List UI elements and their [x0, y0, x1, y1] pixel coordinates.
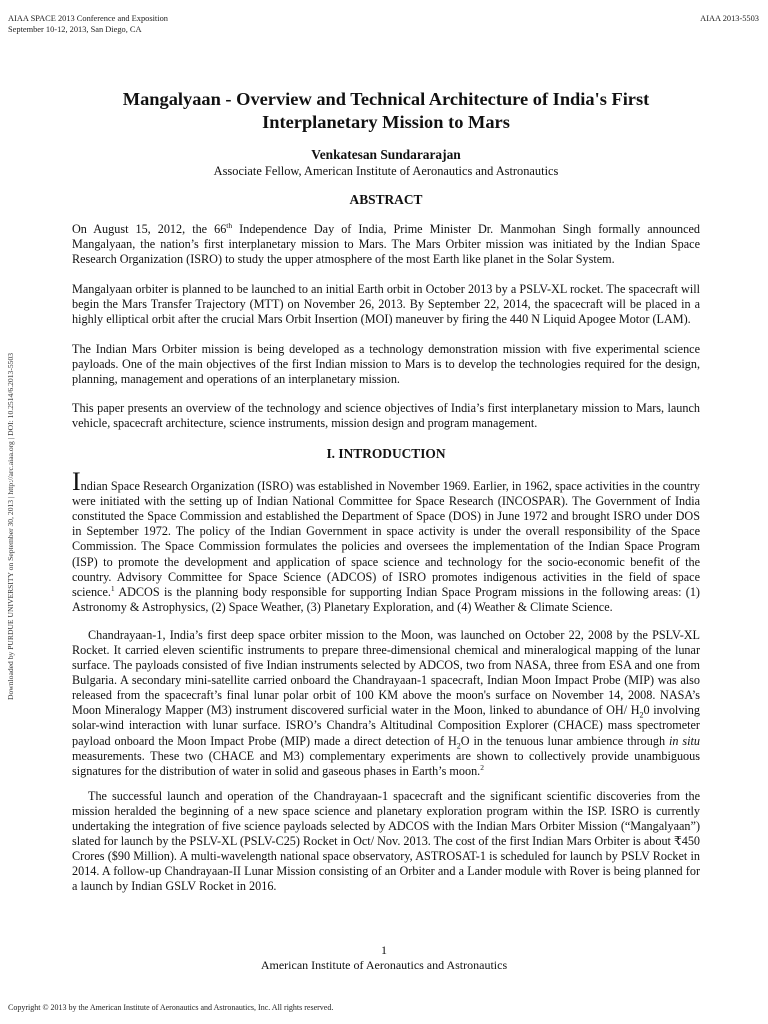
intro-paragraph-1	[72, 467, 700, 615]
subscript: 2	[456, 740, 461, 750]
download-watermark: Downloaded by PURDUE UNIVERSITY on September 30, 2013 | http://arc.aiaa.org | DOI: 10.2514/6.2013-5503	[6, 352, 15, 700]
intro-paragraph-2	[72, 628, 700, 779]
title-line-2: Interplanetary Mission to Mars	[262, 112, 510, 132]
text-run: Independence Day of India, Prime Minister Dr. Manmohan Singh formally announced Mangalyaan, the nation’s first interplanetary mission to Mars. The Mars Orbiter mission was initiated by the Indian Space Research Organization (ISRO) to study the upper atmosphere of the most Earth like planet in the Solar System.	[72, 222, 700, 267]
abstract-paragraph-1	[72, 222, 700, 267]
text-run: ndian Space Research Organization (ISRO) was established in November 1969. Earlier, in 1962, space activities in the country were initiated with the setting up of Indian National Committee for Space Research (INCOSPAR). The Government of India constituted the Space Commission and established the Department of Space (DOS) in June 1972 and brought ISRO under DOS in September 1972. The policy of the Indian Government in space activity is under the overall responsibility of the Space Commission. The Space Commission formulates the policies and oversees the implementation of the Indian Space Program (ISP) to promote the development and application of space science and technology for the socio-economic benefit of the country. Advisory Committee for Space Science (ADCOS) of ISRO promotes indigenous activities in the field of space science.	[72, 479, 700, 599]
subscript: 2	[639, 710, 644, 720]
author-name: Venkatesan Sundararajan	[311, 147, 461, 162]
italic-term: in situ	[668, 733, 700, 748]
text-run: measurements. These two (CHACE and M3) complementary experiments are shown to collectively provide unambiguous signatures for the distribution of water in solid and gaseous phases in Earth’s moon.	[72, 748, 700, 778]
drop-cap: I	[72, 467, 81, 497]
abstract-paragraph-3: The Indian Mars Orbiter mission is being developed as a technology demonstration mission with five experimental science payloads. One of the main objectives of the first Indian mission to Mars is to develop the technologies required for the design, planning, management and operations of an interplanetary mission.	[72, 341, 700, 386]
text-run: On August 15, 2012, the 66	[72, 222, 227, 236]
title-line-1: Mangalyaan - Overview and Technical Architecture of India's First	[122, 89, 650, 109]
conference-dates: September 10-12, 2013, San Diego, CA	[8, 25, 142, 34]
author-affiliation: Associate Fellow, American Institute of Aeronautics and Astronautics	[213, 164, 559, 178]
footnote-marker: 2	[480, 762, 484, 772]
paper-body	[72, 88, 700, 904]
text-run: 0 involving solar-wind interaction with lunar surface. ISRO’s Chandra’s Altitudinal Composition Explorer (CHACE) mass spectrometer payload onboard the Moon Impact Probe (MIP) made a direct detection of H	[72, 703, 700, 748]
abstract-heading: ABSTRACT	[349, 192, 423, 207]
text-run: O in the tenuous lunar ambience through	[460, 733, 669, 748]
footer-organization: American Institute of Aeronautics and Astronautics	[260, 958, 508, 972]
paper-title	[72, 88, 700, 134]
introduction-heading: I. INTRODUCTION	[326, 446, 446, 462]
abstract-paragraph-4: This paper presents an overview of the technology and science objectives of India’s first interplanetary mission to Mars, launch vehicle, spacecraft architecture, science instruments, mission design and program management.	[72, 401, 700, 431]
text-run: Chandrayaan-1, India’s first deep space orbiter mission to the Moon, was launched on October 22, 2008 by the PSLV-XL Rocket. It carried eleven scientific instruments to prepare three-dimensional chemical and mineralogical mapping of the lunar surface. The payloads consisted of five Indian instruments selected by ADCOS, two from NASA, three from ESA and one from Bulgaria. A secondary mini-satellite carried onboard the Chandrayaan-1 spacecraft, Indian Moon Impact Probe (MIP) was also released from the spacecraft’s final lunar polar orbit of 100 KM above the moon's surface on November 14, 2008. NASA’s Moon Mineralogy Mapper (M3) instrument discovered surficial water in the Moon, linked to abundance of OH/ H	[72, 627, 700, 718]
footnote-marker: 1	[110, 583, 115, 593]
text-run: ADCOS is the planning body responsible for supporting Indian Space Program missions in the following areas: (1) Astronomy & Astrophysics, (2) Space Weather, (3) Planetary Exploration, and (4) Weather & Climate Science.	[72, 584, 700, 614]
intro-paragraph-3: The successful launch and operation of the Chandrayaan-1 spacecraft and the significant scientific discoveries from the mission heralded the beginning of a new space science and planetary exploration program within the ISP. ISRO is currently undertaking the integration of five science payloads selected by ADCOS with the Indian Mars Orbiter Mission (“Mangalyaan”) slated for launch by the PSLV-XL (PSLV-C25) Rocket in Oct/ Nov. 2013. The cost of the first Indian Mars Orbiter is about ₹450 Crores ($90 Million). A multi-wavelength national space observatory, ASTROSAT-1 is scheduled for launch by PSLV Rocket in 2014. A follow-up Chandrayaan-II Lunar Mission consisting of an Orbiter and a Lander module with Rover is being planned for a launch by Indian GSLV Rocket in 2016.	[72, 788, 701, 894]
paper-id: AIAA 2013-5503	[700, 14, 759, 23]
abstract-paragraph-2: Mangalyaan orbiter is planned to be launched to an initial Earth orbit in October 2013 by a PSLV-XL rocket. The spacecraft will begin the Mars Transfer Trajectory (MTT) on November 26, 2013. By September 22, 2014, the spacecraft will be placed in a highly elliptical orbit after the crucial Mars Orbit Insertion (MOI) maneuver by firing the 440 N Liquid Apogee Motor (LAM).	[72, 281, 700, 326]
conference-name: AIAA SPACE 2013 Conference and Exposition	[8, 14, 168, 23]
page-number: 1	[381, 943, 387, 957]
copyright-notice: Copyright © 2013 by the American Institute of Aeronautics and Astronautics, Inc. All rights reserved.	[8, 1003, 334, 1012]
superscript: th	[226, 220, 233, 230]
conference-header	[8, 13, 168, 35]
